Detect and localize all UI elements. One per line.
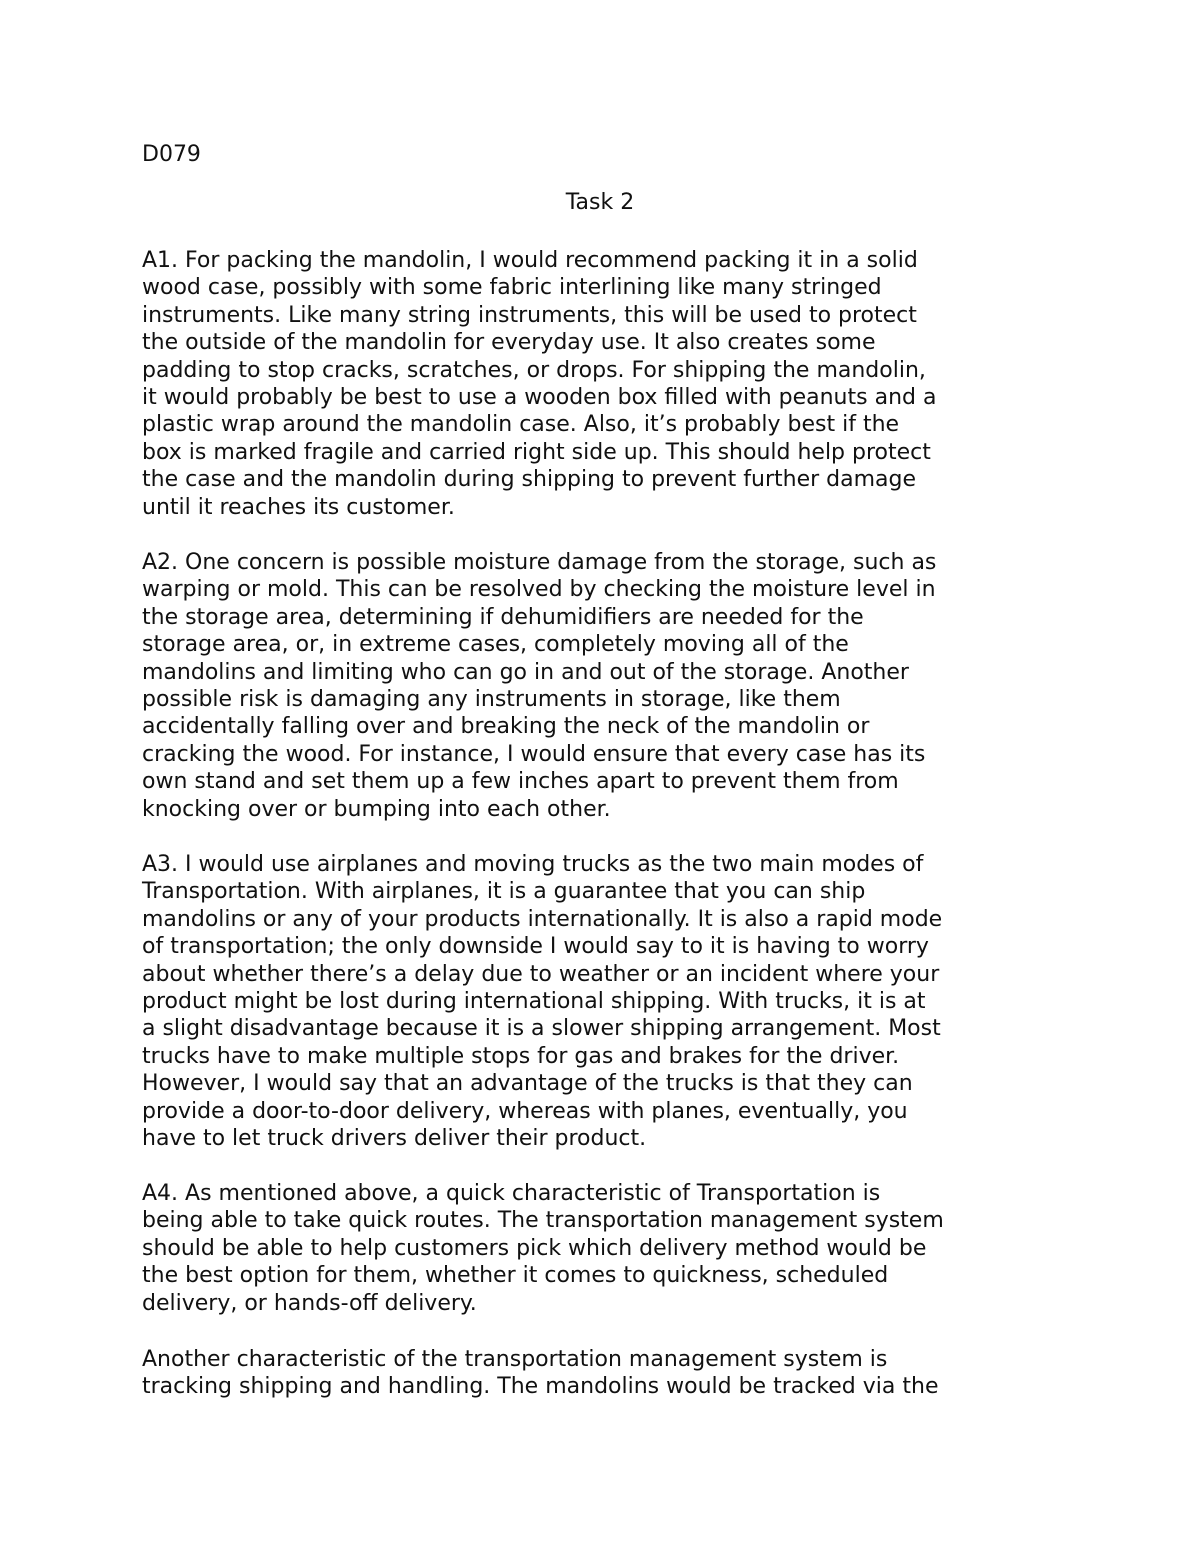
text-line: tracking shipping and handling. The mandolins would be tracked via the [142,1374,939,1400]
paragraph-a4 [142,1180,1082,1317]
text-line: However, I would say that an advantage of the trucks is that they can [142,1071,913,1097]
text-line: about whether there’s a delay due to weather or an incident where your [142,961,940,987]
text-line: A1. For packing the mandolin, I would recommend packing it in a solid [142,248,918,273]
text-line: should be able to help customers pick which delivery method would be [142,1235,927,1261]
text-line: the storage area, determining if dehumidifiers are needed for the [142,604,864,630]
text-line: own stand and set them up a few inches apart to prevent them from [142,769,899,795]
text-line: mandolins or any of your products internationally. It is also a rapid mode [142,906,943,932]
course-code: D079 [142,142,201,167]
text-line: the outside of the mandolin for everyday use. It also creates some [142,330,876,356]
text-line: product might be lost during international shipping. With trucks, it is at [142,989,926,1015]
text-line: trucks have to make multiple stops for gas and brakes for the driver. [142,1043,900,1069]
text-line: instruments. Like many string instruments, this will be used to protect [142,302,917,328]
text-line: it would probably be best to use a wooden box filled with peanuts and a [142,385,937,411]
text-line: of transportation; the only downside I would say to it is having to worry [142,934,929,960]
text-line: provide a door-to-door delivery, whereas with planes, eventually, you [142,1098,908,1124]
paragraph-a3 [142,851,1082,1152]
text-line: knocking over or bumping into each other. [142,796,611,822]
text-line: a slight disadvantage because it is a slower shipping arrangement. Most [142,1016,941,1042]
text-line: Transportation. With airplanes, it is a guarantee that you can ship [142,879,866,905]
paragraph-a4-continued [142,1346,1082,1401]
text-line: possible risk is damaging any instruments in storage, like them [142,687,841,713]
paragraph-a1 [142,247,1082,521]
text-line: padding to stop cracks, scratches, or drops. For shipping the mandolin, [142,357,926,383]
text-line: A2. One concern is possible moisture damage from the storage, such as [142,550,937,575]
text-line: delivery, or hands-off delivery. [142,1290,477,1316]
text-line: wood case, possibly with some fabric interlining like many stringed [142,275,882,301]
text-line: warping or mold. This can be resolved by checking the moisture level in [142,577,936,603]
text-line: A3. I would use airplanes and moving trucks as the two main modes of [142,852,924,877]
text-line: box is marked fragile and carried right side up. This should help protect [142,439,931,465]
page-title-text: Task 2 [565,190,635,215]
text-line: Another characteristic of the transportation management system is [142,1347,888,1372]
text-line: plastic wrap around the mandolin case. Also, it’s probably best if the [142,412,900,438]
text-line: accidentally falling over and breaking the neck of the mandolin or [142,714,870,740]
text-line: mandolins and limiting who can go in and out of the storage. Another [142,659,909,685]
text-line: until it reaches its customer. [142,494,455,520]
text-line: the best option for them, whether it comes to quickness, scheduled [142,1263,889,1289]
paragraph-a2 [142,549,1082,823]
text-line: storage area, or, in extreme cases, completely moving all of the [142,632,849,658]
text-line: cracking the wood. For instance, I would ensure that every case has its [142,741,926,767]
page-title [0,189,1200,216]
text-line: A4. As mentioned above, a quick characteristic of Transportation is [142,1181,881,1206]
text-line: being able to take quick routes. The transportation management system [142,1208,944,1234]
text-line: have to let truck drivers deliver their product. [142,1126,647,1152]
text-line: the case and the mandolin during shipping to prevent further damage [142,467,917,493]
